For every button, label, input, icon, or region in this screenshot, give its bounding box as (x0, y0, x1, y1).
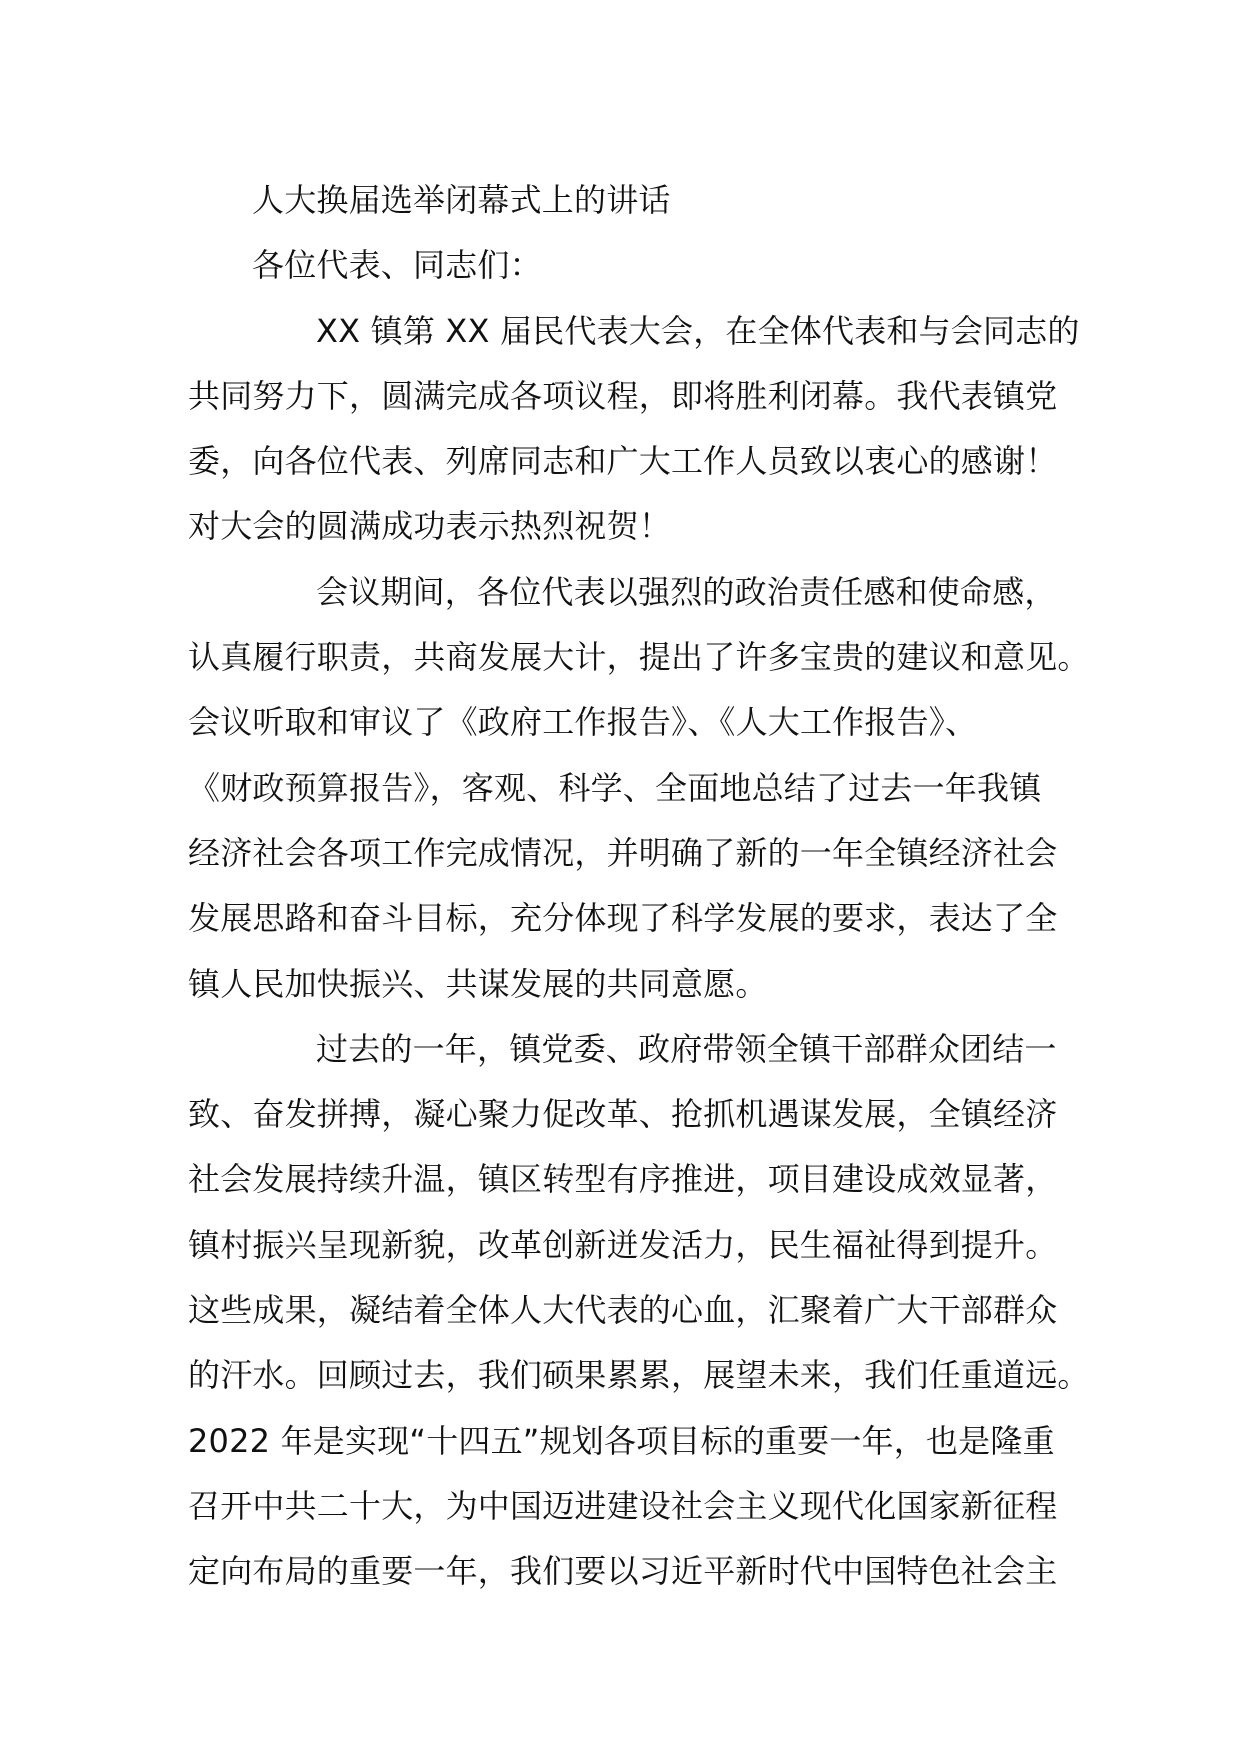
paragraph-line: 致、奋发拼搏，凝心聚力促改革、抢抓机遇谋发展，全镇经济 (188, 1095, 1058, 1134)
paragraph-line: 委，向各位代表、列席同志和广大工作人员致以衷心的感谢！ (188, 442, 1058, 481)
paragraph-line: 镇村振兴呈现新貌，改革创新迸发活力，民生福祉得到提升。 (188, 1225, 1058, 1264)
paragraph-line: 的汗水。回顾过去，我们硕果累累，展望未来，我们任重道远。 (188, 1356, 1090, 1395)
document-body (188, 168, 1090, 1605)
paragraph-line: 共同努力下，圆满完成各项议程，即将胜利闭幕。我代表镇党 (188, 376, 1058, 415)
salutation: 各位代表、同志们： (252, 246, 542, 285)
paragraph-line: 镇人民加快振兴、共谋发展的共同意愿。 (188, 964, 768, 1003)
paragraph-line: 对大会的圆满成功表示热烈祝贺！ (188, 507, 672, 546)
paragraph-line: XX 镇第 XX 届民代表大会，在全体代表和与会同志的 (316, 311, 1080, 350)
document-title: 人大换届选举闭幕式上的讲话 (252, 181, 671, 219)
paragraph-line: 定向布局的重要一年，我们要以习近平新时代中国特色社会主 (188, 1552, 1058, 1591)
paragraph-line: 这些成果，凝结着全体人大代表的心血，汇聚着广大干部群众 (188, 1291, 1058, 1330)
paragraph-line: 经济社会各项工作完成情况，并明确了新的一年全镇经济社会 (188, 833, 1058, 872)
paragraph-line: 发展思路和奋斗目标，充分体现了科学发展的要求，表达了全 (188, 899, 1058, 938)
paragraph-line: 召开中共二十大，为中国迈进建设社会主义现代化国家新征程 (188, 1486, 1058, 1525)
paragraph-line: 社会发展持续升温，镇区转型有序推进，项目建设成效显著， (188, 1160, 1058, 1199)
paragraph-line: 会议期间，各位代表以强烈的政治责任感和使命感， (316, 572, 1057, 611)
paragraph-line: 认真履行职责，共商发展大计，提出了许多宝贵的建议和意见。 (188, 638, 1090, 677)
paragraph-line: 过去的一年，镇党委、政府带领全镇干部群众团结一 (316, 1029, 1057, 1068)
paragraph-line: 会议听取和审议了《政府工作报告》、《人大工作报告》、 (188, 703, 978, 742)
paragraph-line: 2022 年是实现“十四五”规划各项目标的重要一年，也是隆重 (188, 1421, 1055, 1460)
paragraph-line: 《财政预算报告》，客观、科学、全面地总结了过去一年我镇 (188, 768, 1042, 807)
